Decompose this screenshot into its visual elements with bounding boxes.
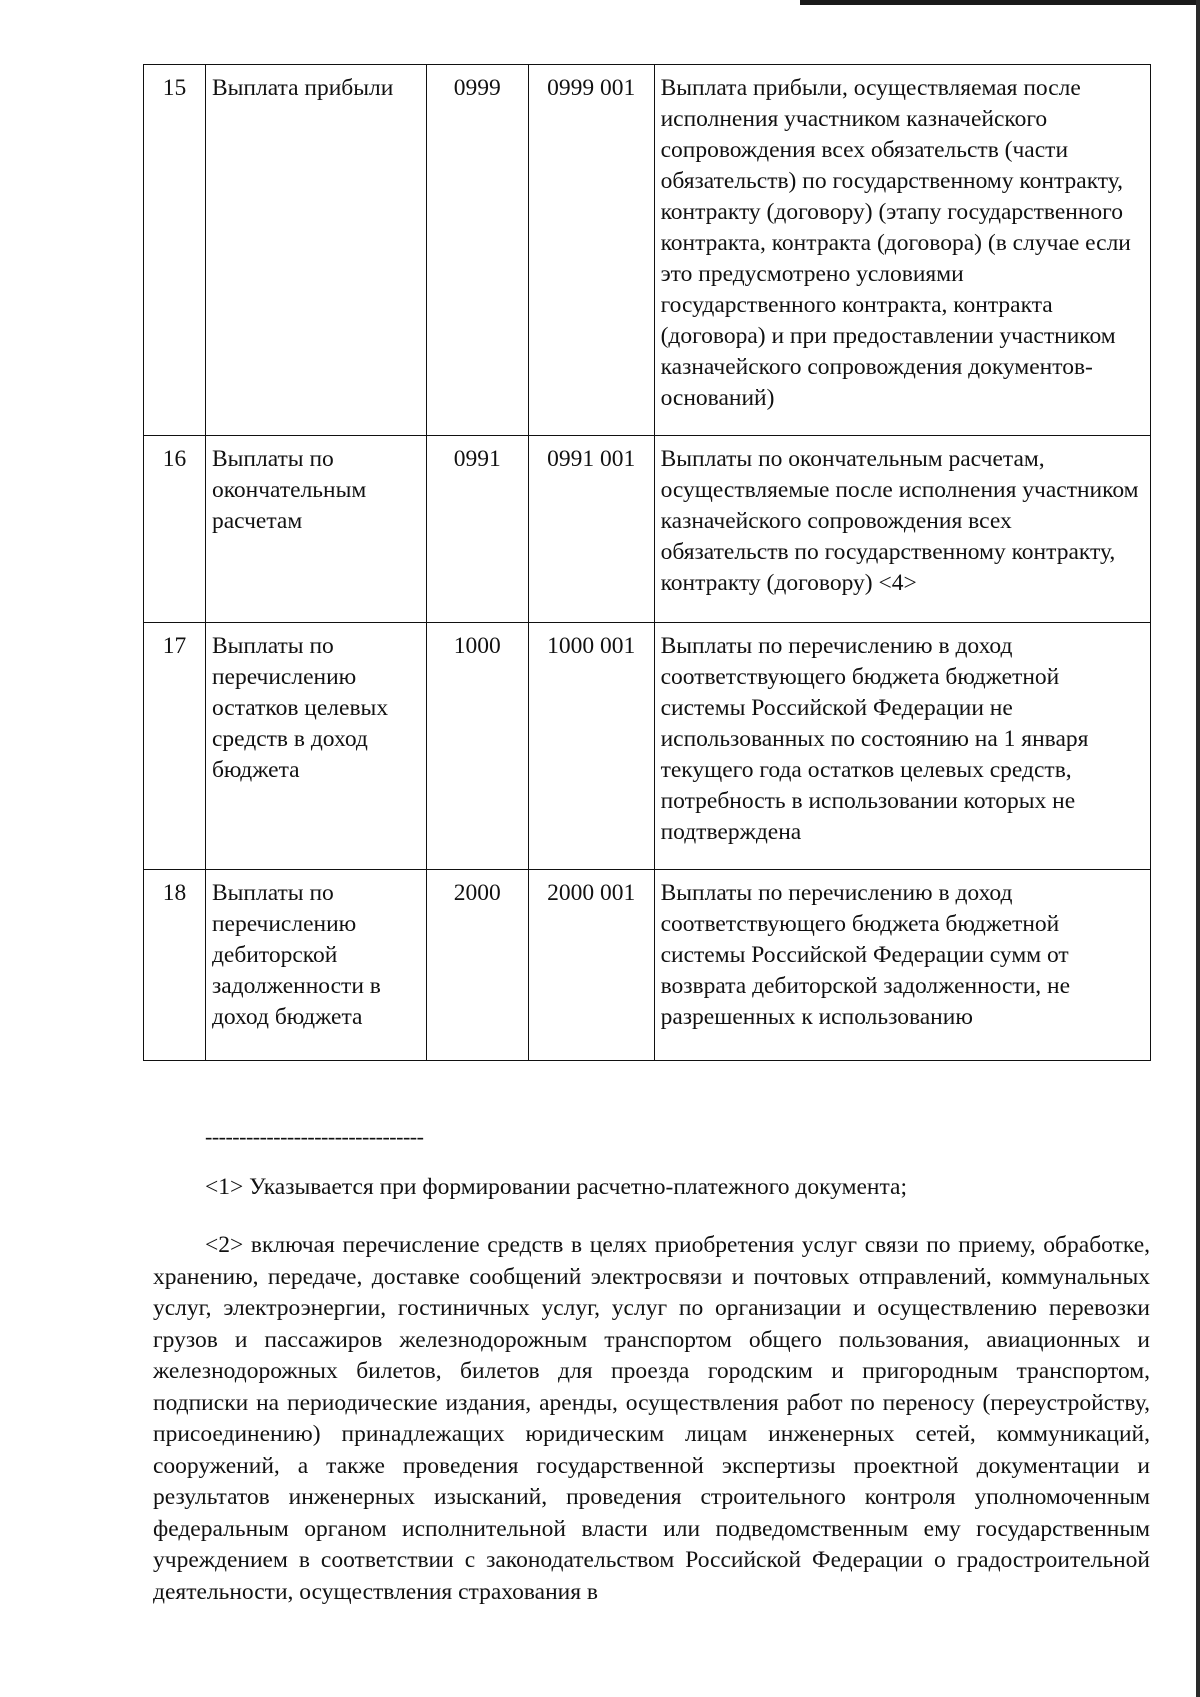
footnote-separator: -------------------------------- bbox=[205, 1124, 424, 1149]
row-description: Выплаты по перечислению в доход соответствующего бюджета бюджетной системы Российской Федерации сумм от возврата дебиторской задолженности, не разрешенных к использованию bbox=[654, 870, 1150, 1061]
row-name: Выплаты по перечислению дебиторской задолженности в доход бюджета bbox=[205, 870, 426, 1061]
payment-codes-table bbox=[143, 64, 1151, 1061]
footnote-1: <1> Указывается при формировании расчетно-платежного документа; bbox=[205, 1174, 908, 1200]
row-number: 17 bbox=[144, 623, 206, 870]
row-name: Выплаты по окончательным расчетам bbox=[205, 436, 426, 623]
row-code: 1000 bbox=[426, 623, 528, 870]
row-description: Выплата прибыли, осуществляемая после исполнения участником казначейского сопровождения всех обязательств (части обязательств) по государственному контракту, контракту (договору) (этапу государственного контракта, контракта (договора) (в случае если это предусмотрено условиями государственного контракта, контракта (договора) и при предоставлении участником казначейского сопровождения документов-оснований) bbox=[654, 65, 1150, 436]
row-name: Выплата прибыли bbox=[205, 65, 426, 436]
row-subcode: 2000 001 bbox=[528, 870, 654, 1061]
row-subcode: 0991 001 bbox=[528, 436, 654, 623]
row-name: Выплаты по перечислению остатков целевых средств в доход бюджета bbox=[205, 623, 426, 870]
scan-edge-right bbox=[1196, 0, 1200, 1697]
footnote-2: <2> включая перечисление средств в целях приобретения услуг связи по приему, обработке, хранению, передаче, доставке сообщений электросвязи и почтовых отправлений, коммунальных услуг, электроэнергии, гостиничных услуг, услуг по организации и осуществлению перевозки грузов и пассажиров железнодорожным транспортом общего пользования, авиационных и железнодорожных билетов, билетов для проезда городским и пригородным транспортом, подписки на периодические издания, аренды, осуществления работ по переносу (переустройству, присоединению) принадлежащих юридическим лицам инженерных сетей, коммуникаций, сооружений, а также проведения государственной экспертизы проектной документации и результатов инженерных изысканий, проведения строительного контроля уполномоченным федеральным органом исполнительной власти или подведомственным ему государственным учреждением в соответствии с законодательством Российской Федерации о градостроительной деятельности, осуществления страхования в bbox=[153, 1232, 1150, 1605]
row-code: 2000 bbox=[426, 870, 528, 1061]
table-row bbox=[144, 436, 1151, 623]
row-code: 0999 bbox=[426, 65, 528, 436]
row-number: 18 bbox=[144, 870, 206, 1061]
row-description: Выплаты по перечислению в доход соответствующего бюджета бюджетной системы Российской Федерации не использованных по состоянию на 1 января текущего года остатков целевых средств, потребность в использовании которых не подтверждена bbox=[654, 623, 1150, 870]
row-description: Выплаты по окончательным расчетам, осуществляемые после исполнения участником казначейского сопровождения всех обязательств по государственному контракту, контракту (договору) <4> bbox=[654, 436, 1150, 623]
table-row bbox=[144, 623, 1151, 870]
table-row bbox=[144, 870, 1151, 1061]
table-row bbox=[144, 65, 1151, 436]
row-number: 16 bbox=[144, 436, 206, 623]
scan-edge-top bbox=[800, 0, 1200, 5]
row-subcode: 0999 001 bbox=[528, 65, 654, 436]
row-code: 0991 bbox=[426, 436, 528, 623]
row-subcode: 1000 001 bbox=[528, 623, 654, 870]
row-number: 15 bbox=[144, 65, 206, 436]
